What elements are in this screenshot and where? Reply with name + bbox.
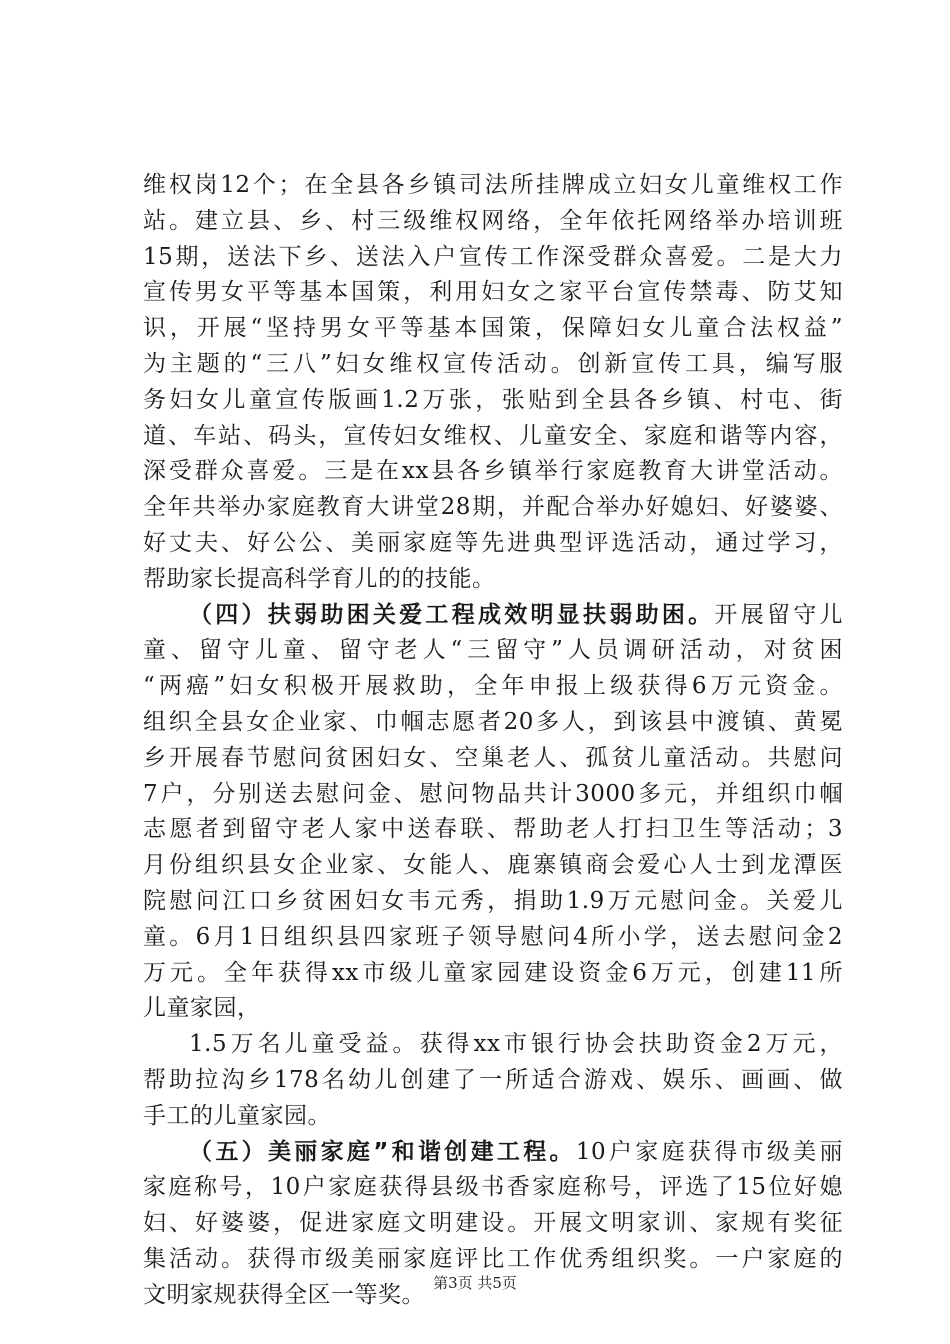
text-line: 家庭称号，10户家庭获得县级书香家庭称号，评选了15位好媳 xyxy=(143,1174,843,1201)
text-line: 务妇女儿童宣传版画1.2万张，张贴到全县各乡镇、村屯、街 xyxy=(143,386,843,413)
text-line: 妇、好婆婆，促进家庭文明建设。开展文明家训、家规有奖征 xyxy=(143,1210,843,1237)
text-line: 儿童家园， xyxy=(143,995,261,1022)
text-line: 宣传男女平等基本国策，利用妇女之家平台宣传禁毒、防艾知 xyxy=(143,279,843,306)
section-heading-line xyxy=(143,1135,843,1171)
text-line: 手工的儿童家园。 xyxy=(143,1102,331,1129)
section-heading: （五）美丽家庭”和谐创建工程。 xyxy=(189,1138,576,1165)
text-run: 10户家庭获得市级美丽 xyxy=(575,1138,843,1165)
text-line: 万元。全年获得xx市级儿童家园建设资金6万元，创建11所 xyxy=(143,959,843,986)
text-line: 帮助拉沟乡178名幼儿创建了一所适合游戏、娱乐、画画、做 xyxy=(143,1066,843,1093)
section-heading: （四）扶弱助困关爱工程成效明显扶弱助困。 xyxy=(189,601,715,628)
text-line: 院慰问江口乡贫困妇女韦元秀，捐助1.9万元慰问金。关爱儿 xyxy=(143,887,843,914)
document-body xyxy=(143,168,843,1314)
text-line: 月份组织县女企业家、女能人、鹿寨镇商会爱心人士到龙潭医 xyxy=(143,852,843,879)
text-line: 深受群众喜爱。三是在xx县各乡镇举行家庭教育大讲堂活动。 xyxy=(143,458,843,485)
text-line: 为主题的“三八”妇女维权宣传活动。创新宣传工具，编写服 xyxy=(143,350,843,377)
text-line: 15期，送法下乡、送法入户宣传工作深受群众喜爱。二是大力 xyxy=(143,243,843,270)
paragraph-3 xyxy=(143,1027,843,1134)
text-line: 童、留守儿童、留守老人“三留守”人员调研活动，对贫困 xyxy=(143,637,843,664)
text-line: 文明家规获得全区一等奖。 xyxy=(143,1281,425,1308)
text-line: 全年共举办家庭教育大讲堂28期，并配合举办好媳妇、好婆婆、 xyxy=(143,494,843,521)
paragraph-section-4 xyxy=(143,598,843,1028)
text-line: 集活动。获得市级美丽家庭评比工作优秀组织奖。一户家庭的 xyxy=(143,1245,843,1272)
text-line: 好丈夫、好公公、美丽家庭等先进典型评选活动，通过学习， xyxy=(143,529,843,556)
text-line: 站。建立县、乡、村三级维权网络，全年依托网络举办培训班 xyxy=(143,207,843,234)
text-line: 维权岗12个；在全县各乡镇司法所挂牌成立妇女儿童维权工作 xyxy=(143,172,843,198)
text-line: “两癌”妇女积极开展救助，全年申报上级获得6万元资金。 xyxy=(143,673,843,700)
text-line: 童。6月1日组织县四家班子领导慰问4所小学，送去慰问金2 xyxy=(143,923,843,950)
text-line: 1.5万名儿童受益。获得xx市银行协会扶助资金2万元， xyxy=(189,1031,843,1058)
paragraph-1 xyxy=(143,168,843,598)
text-line: 道、车站、码头，宣传妇女维权、儿童安全、家庭和谐等内容， xyxy=(143,422,843,449)
text-line: 识，开展“坚持男女平等基本国策，保障妇女儿童合法权益” xyxy=(143,315,843,342)
page-number-footer: 第3页 共5页 xyxy=(433,1274,517,1292)
text-run: 开展留守儿 xyxy=(714,601,844,628)
text-line: 组织全县女企业家、巾帼志愿者20多人，到该县中渡镇、黄冕 xyxy=(143,708,843,735)
section-heading-line xyxy=(143,598,843,634)
text-line: 7户，分别送去慰问金、慰问物品共计3000多元，并组织巾帼 xyxy=(143,780,843,807)
text-line: 帮助家长提高科学育儿的的技能。 xyxy=(143,565,496,592)
text-line: 志愿者到留守老人家中送春联、帮助老人打扫卫生等活动；3 xyxy=(143,816,843,843)
text-line: 乡开展春节慰问贫困妇女、空巢老人、孤贫儿童活动。共慰问 xyxy=(143,744,843,771)
